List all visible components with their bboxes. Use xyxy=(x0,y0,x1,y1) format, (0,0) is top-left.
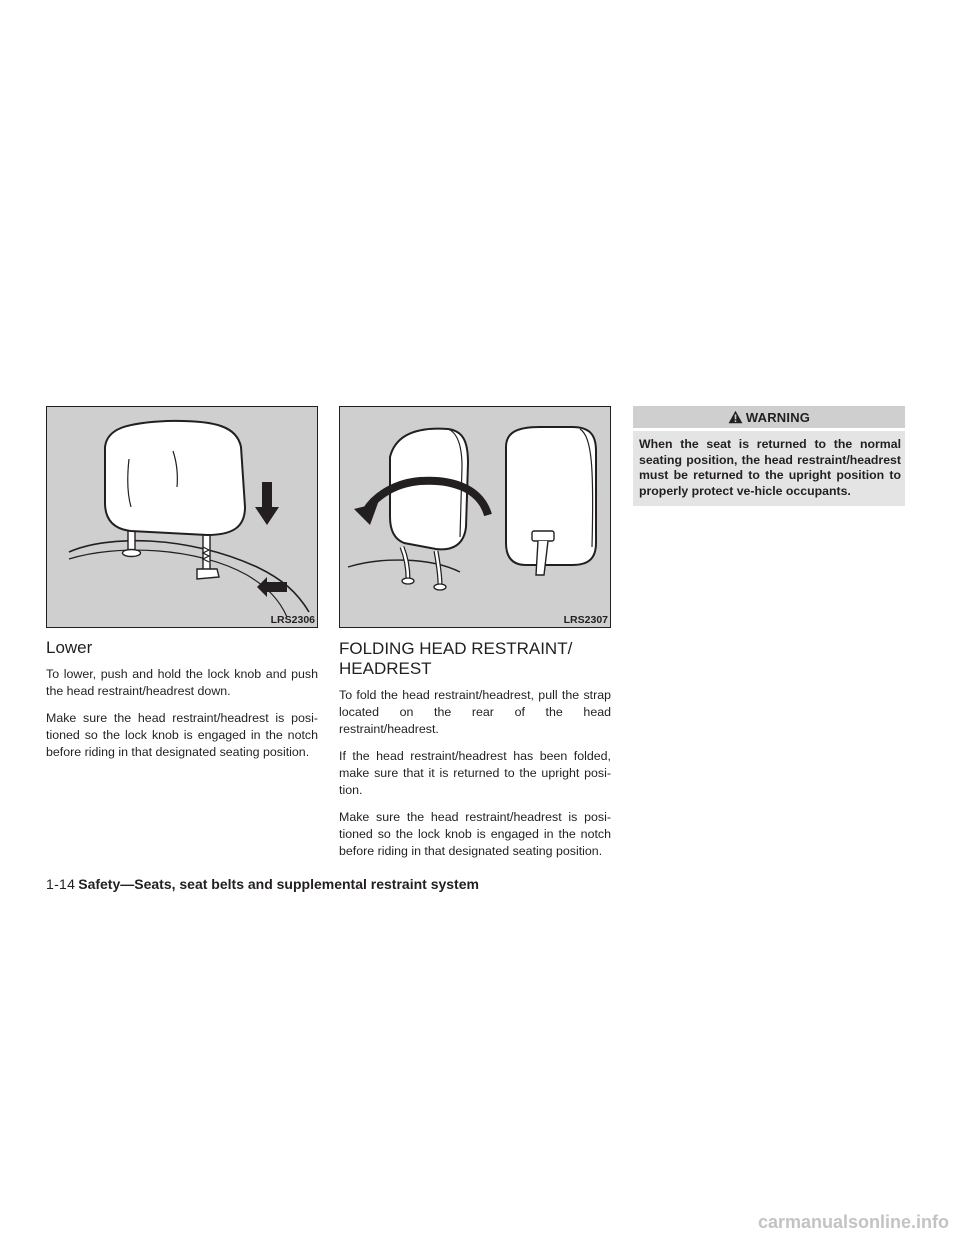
page-number: 1-14 xyxy=(46,876,76,892)
figure-code: LRS2307 xyxy=(563,614,608,626)
section-heading: Lower xyxy=(46,638,93,657)
warning-triangle-icon xyxy=(728,410,743,424)
paragraph: To lower, push and hold the lock knob and push the head restraint/headrest down. xyxy=(46,667,318,698)
section-heading xyxy=(339,639,611,679)
paragraph: Make sure the head restraint/headrest is posi-tioned so the lock knob is engaged in the notch before riding in that designated seating position. xyxy=(46,711,318,759)
watermark: carmanualsonline.info xyxy=(757,1212,949,1232)
column-lower xyxy=(46,406,318,771)
figure-lower-headrest xyxy=(46,406,318,628)
paragraph: To fold the head restraint/headrest, pull the strap located on the rear of the head restraint/headrest. xyxy=(339,688,611,736)
figure-code: LRS2306 xyxy=(270,614,315,626)
column-warning xyxy=(633,406,905,506)
warning-title: WARNING xyxy=(745,409,811,425)
heading-line: FOLDING HEAD RESTRAINT/ xyxy=(339,639,573,658)
paragraph: If the head restraint/headrest has been folded, make sure that it is returned to the upright posi-tion. xyxy=(339,749,611,797)
warning-text: When the seat is returned to the normal seating position, the head restraint/headrest must be returned to the upright position to properly protect ve-hicle occupants. xyxy=(633,431,905,506)
figure-folding-headrest xyxy=(339,406,611,628)
page-footer xyxy=(46,876,479,892)
headrest-fold-illustration xyxy=(340,407,610,627)
section-title: Safety—Seats, seat belts and supplemental restraint system xyxy=(78,876,479,892)
headrest-lower-illustration xyxy=(47,407,317,627)
warning-header xyxy=(633,406,905,428)
column-folding xyxy=(339,406,611,870)
paragraph: Make sure the head restraint/headrest is posi-tioned so the lock knob is engaged in the notch before riding in that designated seating position. xyxy=(339,810,611,858)
heading-line: HEADREST xyxy=(339,659,432,678)
